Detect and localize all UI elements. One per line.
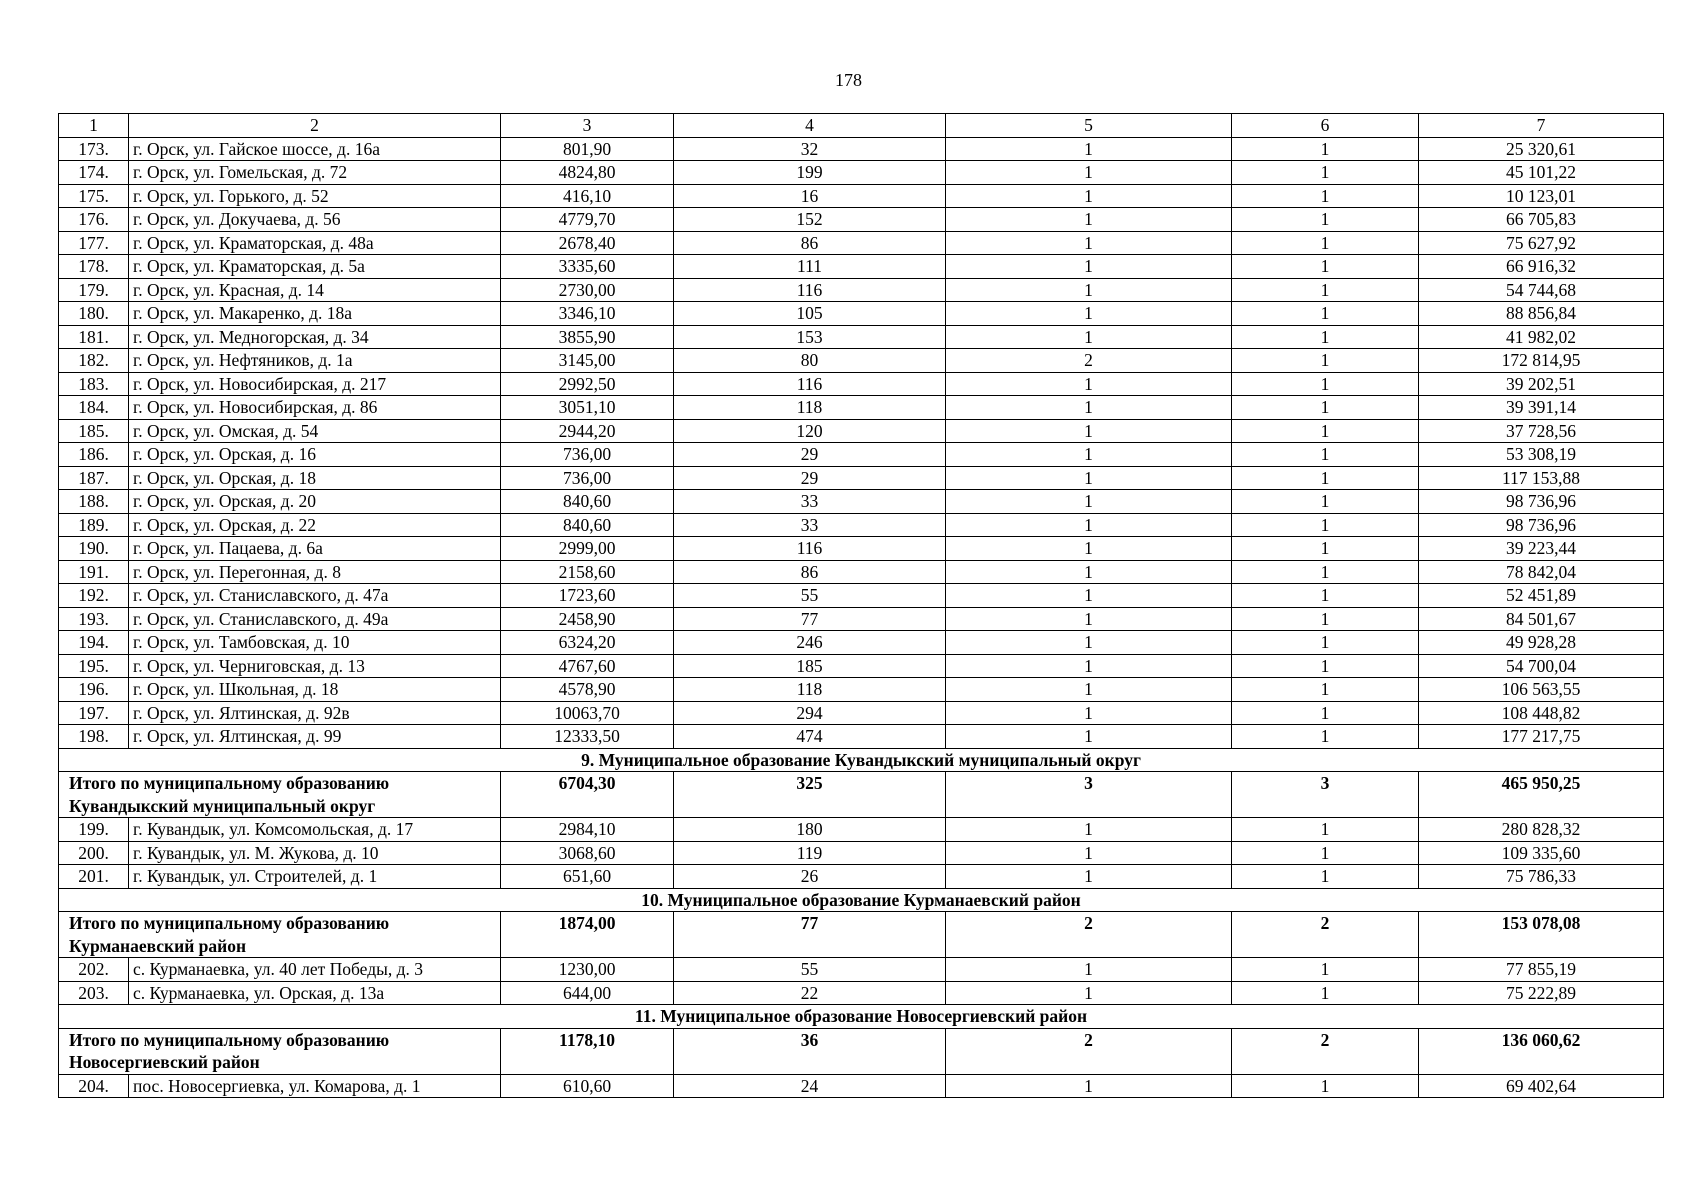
row-col-7: 25 320,61	[1419, 137, 1664, 161]
row-number: 181.	[59, 325, 129, 349]
row-address: г. Орск, ул. Красная, д. 14	[129, 278, 501, 302]
row-number: 191.	[59, 560, 129, 584]
row-col-7: 98 736,96	[1419, 490, 1664, 514]
row-col-7: 84 501,67	[1419, 607, 1664, 631]
row-number: 180.	[59, 302, 129, 326]
row-col-4: 16	[674, 184, 946, 208]
row-col-5: 1	[946, 654, 1232, 678]
row-col-5: 1	[946, 255, 1232, 279]
table-row	[59, 701, 1664, 725]
row-col-5: 1	[946, 981, 1232, 1005]
row-col-3: 4779,70	[501, 208, 674, 232]
total-col-6: 2	[1232, 1028, 1419, 1074]
row-number: 197.	[59, 701, 129, 725]
row-col-7: 41 982,02	[1419, 325, 1664, 349]
row-col-6: 1	[1232, 841, 1419, 865]
row-number: 196.	[59, 678, 129, 702]
row-col-3: 644,00	[501, 981, 674, 1005]
table-row	[59, 466, 1664, 490]
row-address: г. Орск, ул. Школьная, д. 18	[129, 678, 501, 702]
table-row	[59, 302, 1664, 326]
row-number: 184.	[59, 396, 129, 420]
row-col-3: 736,00	[501, 466, 674, 490]
row-address: г. Орск, ул. Ялтинская, д. 99	[129, 725, 501, 749]
row-col-4: 55	[674, 958, 946, 982]
page-number: 178	[835, 70, 862, 90]
header-cell: 2	[129, 114, 501, 138]
row-col-7: 106 563,55	[1419, 678, 1664, 702]
row-col-5: 1	[946, 560, 1232, 584]
row-col-3: 2984,10	[501, 818, 674, 842]
table-row	[59, 560, 1664, 584]
row-col-6: 1	[1232, 325, 1419, 349]
total-col-3: 1874,00	[501, 912, 674, 958]
row-address: г. Орск, ул. Станиславского, д. 47а	[129, 584, 501, 608]
table-row	[59, 654, 1664, 678]
row-number: 187.	[59, 466, 129, 490]
row-col-3: 10063,70	[501, 701, 674, 725]
row-number: 183.	[59, 372, 129, 396]
row-address: пос. Новосергиевка, ул. Комарова, д. 1	[129, 1074, 501, 1098]
row-address: г. Орск, ул. Станиславского, д. 49а	[129, 607, 501, 631]
row-col-6: 1	[1232, 490, 1419, 514]
table-row	[59, 958, 1664, 982]
row-col-4: 152	[674, 208, 946, 232]
row-col-4: 199	[674, 161, 946, 185]
row-col-5: 1	[946, 701, 1232, 725]
row-col-5: 1	[946, 302, 1232, 326]
row-col-4: 32	[674, 137, 946, 161]
row-address: г. Орск, ул. Пацаева, д. 6а	[129, 537, 501, 561]
row-address: г. Орск, ул. Медногорская, д. 34	[129, 325, 501, 349]
row-col-4: 185	[674, 654, 946, 678]
row-col-7: 75 222,89	[1419, 981, 1664, 1005]
row-address: г. Кувандык, ул. Строителей, д. 1	[129, 865, 501, 889]
section-title: 10. Муниципальное образование Курманаевский район	[59, 888, 1664, 912]
row-col-3: 610,60	[501, 1074, 674, 1098]
row-col-6: 1	[1232, 278, 1419, 302]
row-address: г. Орск, ул. Орская, д. 22	[129, 513, 501, 537]
row-col-7: 49 928,28	[1419, 631, 1664, 655]
row-number: 192.	[59, 584, 129, 608]
row-col-4: 116	[674, 372, 946, 396]
data-table	[58, 113, 1664, 1098]
row-col-3: 651,60	[501, 865, 674, 889]
table-row	[59, 678, 1664, 702]
table-row	[59, 184, 1664, 208]
row-col-7: 54 744,68	[1419, 278, 1664, 302]
row-address: г. Орск, ул. Черниговская, д. 13	[129, 654, 501, 678]
table-row	[59, 490, 1664, 514]
row-col-3: 3051,10	[501, 396, 674, 420]
row-col-5: 1	[946, 865, 1232, 889]
table-row	[59, 208, 1664, 232]
row-col-6: 1	[1232, 981, 1419, 1005]
row-address: г. Орск, ул. Краматорская, д. 48а	[129, 231, 501, 255]
row-col-6: 1	[1232, 818, 1419, 842]
row-col-3: 2944,20	[501, 419, 674, 443]
row-col-7: 66 705,83	[1419, 208, 1664, 232]
row-col-5: 1	[946, 818, 1232, 842]
row-col-3: 4578,90	[501, 678, 674, 702]
table-row	[59, 349, 1664, 373]
row-col-3: 2992,50	[501, 372, 674, 396]
row-col-6: 1	[1232, 654, 1419, 678]
total-col-7: 136 060,62	[1419, 1028, 1664, 1074]
row-col-3: 801,90	[501, 137, 674, 161]
row-col-6: 1	[1232, 372, 1419, 396]
total-col-5: 3	[946, 772, 1232, 818]
row-number: 198.	[59, 725, 129, 749]
row-address: г. Орск, ул. Омская, д. 54	[129, 419, 501, 443]
row-address: г. Орск, ул. Гайское шоссе, д. 16а	[129, 137, 501, 161]
row-col-6: 1	[1232, 865, 1419, 889]
row-address: г. Орск, ул. Перегонная, д. 8	[129, 560, 501, 584]
row-col-5: 1	[946, 513, 1232, 537]
row-col-6: 1	[1232, 678, 1419, 702]
row-col-6: 1	[1232, 607, 1419, 631]
row-number: 176.	[59, 208, 129, 232]
row-address: г. Орск, ул. Тамбовская, д. 10	[129, 631, 501, 655]
row-col-7: 172 814,95	[1419, 349, 1664, 373]
total-col-4: 77	[674, 912, 946, 958]
total-col-5: 2	[946, 1028, 1232, 1074]
row-number: 186.	[59, 443, 129, 467]
row-col-6: 1	[1232, 584, 1419, 608]
total-col-3: 1178,10	[501, 1028, 674, 1074]
row-number: 188.	[59, 490, 129, 514]
row-col-6: 1	[1232, 161, 1419, 185]
row-col-6: 1	[1232, 1074, 1419, 1098]
row-col-7: 45 101,22	[1419, 161, 1664, 185]
row-address: г. Орск, ул. Орская, д. 18	[129, 466, 501, 490]
row-col-7: 39 202,51	[1419, 372, 1664, 396]
row-col-3: 3145,00	[501, 349, 674, 373]
row-number: 189.	[59, 513, 129, 537]
row-col-6: 1	[1232, 631, 1419, 655]
row-col-3: 416,10	[501, 184, 674, 208]
row-col-7: 98 736,96	[1419, 513, 1664, 537]
row-col-3: 3335,60	[501, 255, 674, 279]
row-col-4: 80	[674, 349, 946, 373]
row-number: 193.	[59, 607, 129, 631]
row-col-6: 1	[1232, 466, 1419, 490]
row-col-7: 88 856,84	[1419, 302, 1664, 326]
row-col-3: 3346,10	[501, 302, 674, 326]
row-col-3: 3855,90	[501, 325, 674, 349]
row-col-5: 1	[946, 466, 1232, 490]
row-col-5: 1	[946, 208, 1232, 232]
row-number: 204.	[59, 1074, 129, 1098]
row-col-3: 2158,60	[501, 560, 674, 584]
section-title-row	[59, 748, 1664, 772]
row-number: 190.	[59, 537, 129, 561]
row-number: 199.	[59, 818, 129, 842]
header-cell: 5	[946, 114, 1232, 138]
row-col-4: 246	[674, 631, 946, 655]
row-col-3: 6324,20	[501, 631, 674, 655]
header-row	[59, 114, 1664, 138]
row-col-4: 24	[674, 1074, 946, 1098]
total-label: Итого по муниципальному образованию Новосергиевский район	[59, 1028, 501, 1074]
row-col-6: 1	[1232, 231, 1419, 255]
row-number: 178.	[59, 255, 129, 279]
header-cell: 4	[674, 114, 946, 138]
row-col-3: 2678,40	[501, 231, 674, 255]
row-number: 179.	[59, 278, 129, 302]
row-col-6: 1	[1232, 560, 1419, 584]
total-col-7: 153 078,08	[1419, 912, 1664, 958]
row-col-7: 39 391,14	[1419, 396, 1664, 420]
row-col-3: 2458,90	[501, 607, 674, 631]
row-address: г. Орск, ул. Новосибирская, д. 86	[129, 396, 501, 420]
row-col-7: 117 153,88	[1419, 466, 1664, 490]
table-row	[59, 865, 1664, 889]
row-address: г. Орск, ул. Орская, д. 16	[129, 443, 501, 467]
row-col-7: 280 828,32	[1419, 818, 1664, 842]
row-address: г. Орск, ул. Новосибирская, д. 217	[129, 372, 501, 396]
row-col-5: 1	[946, 841, 1232, 865]
row-number: 182.	[59, 349, 129, 373]
table-row	[59, 981, 1664, 1005]
row-col-6: 1	[1232, 419, 1419, 443]
row-col-5: 1	[946, 584, 1232, 608]
row-col-3: 4824,80	[501, 161, 674, 185]
row-col-4: 118	[674, 396, 946, 420]
row-col-4: 29	[674, 466, 946, 490]
row-address: г. Орск, ул. Макаренко, д. 18а	[129, 302, 501, 326]
row-col-4: 116	[674, 537, 946, 561]
row-col-5: 1	[946, 184, 1232, 208]
total-col-5: 2	[946, 912, 1232, 958]
row-col-4: 29	[674, 443, 946, 467]
table-row	[59, 278, 1664, 302]
row-col-6: 1	[1232, 443, 1419, 467]
row-col-5: 1	[946, 325, 1232, 349]
row-col-4: 153	[674, 325, 946, 349]
row-col-5: 1	[946, 396, 1232, 420]
row-number: 185.	[59, 419, 129, 443]
row-address: г. Орск, ул. Краматорская, д. 5а	[129, 255, 501, 279]
row-col-4: 55	[674, 584, 946, 608]
row-col-5: 1	[946, 537, 1232, 561]
section-title-row	[59, 888, 1664, 912]
section-title: 9. Муниципальное образование Кувандыкский муниципальный округ	[59, 748, 1664, 772]
row-col-7: 53 308,19	[1419, 443, 1664, 467]
section-title-row	[59, 1005, 1664, 1029]
row-col-4: 119	[674, 841, 946, 865]
row-address: г. Кувандык, ул. М. Жукова, д. 10	[129, 841, 501, 865]
row-col-4: 86	[674, 560, 946, 584]
total-row	[59, 1028, 1664, 1074]
row-col-7: 109 335,60	[1419, 841, 1664, 865]
total-col-7: 465 950,25	[1419, 772, 1664, 818]
table-row	[59, 372, 1664, 396]
header-cell: 3	[501, 114, 674, 138]
row-address: г. Кувандык, ул. Комсомольская, д. 17	[129, 818, 501, 842]
row-col-7: 39 223,44	[1419, 537, 1664, 561]
total-col-4: 36	[674, 1028, 946, 1074]
table-row	[59, 584, 1664, 608]
row-col-5: 1	[946, 1074, 1232, 1098]
row-col-4: 26	[674, 865, 946, 889]
row-col-6: 1	[1232, 137, 1419, 161]
table-row	[59, 725, 1664, 749]
row-col-4: 116	[674, 278, 946, 302]
header-cell: 7	[1419, 114, 1664, 138]
row-address: с. Курманаевка, ул. Орская, д. 13а	[129, 981, 501, 1005]
row-col-7: 75 786,33	[1419, 865, 1664, 889]
row-col-5: 1	[946, 958, 1232, 982]
row-col-7: 52 451,89	[1419, 584, 1664, 608]
row-col-6: 1	[1232, 958, 1419, 982]
row-col-5: 1	[946, 137, 1232, 161]
row-number: 177.	[59, 231, 129, 255]
total-row	[59, 772, 1664, 818]
row-col-3: 4767,60	[501, 654, 674, 678]
row-col-7: 78 842,04	[1419, 560, 1664, 584]
row-address: г. Орск, ул. Нефтяников, д. 1а	[129, 349, 501, 373]
row-col-5: 1	[946, 678, 1232, 702]
row-number: 194.	[59, 631, 129, 655]
row-col-5: 1	[946, 161, 1232, 185]
row-col-6: 1	[1232, 349, 1419, 373]
row-col-6: 1	[1232, 302, 1419, 326]
row-number: 202.	[59, 958, 129, 982]
row-col-7: 177 217,75	[1419, 725, 1664, 749]
row-col-7: 75 627,92	[1419, 231, 1664, 255]
row-col-5: 1	[946, 419, 1232, 443]
table-row	[59, 818, 1664, 842]
table-row	[59, 631, 1664, 655]
row-col-3: 840,60	[501, 513, 674, 537]
table-row	[59, 255, 1664, 279]
total-label: Итого по муниципальному образованию Курманаевский район	[59, 912, 501, 958]
table-row	[59, 841, 1664, 865]
row-col-4: 120	[674, 419, 946, 443]
row-col-4: 105	[674, 302, 946, 326]
total-col-6: 2	[1232, 912, 1419, 958]
row-col-5: 2	[946, 349, 1232, 373]
header-cell: 6	[1232, 114, 1419, 138]
row-col-4: 474	[674, 725, 946, 749]
table-row	[59, 161, 1664, 185]
row-col-3: 2730,00	[501, 278, 674, 302]
table-row	[59, 325, 1664, 349]
row-col-6: 1	[1232, 255, 1419, 279]
row-col-3: 736,00	[501, 443, 674, 467]
row-col-5: 1	[946, 278, 1232, 302]
row-col-5: 1	[946, 607, 1232, 631]
row-col-3: 2999,00	[501, 537, 674, 561]
row-address: с. Курманаевка, ул. 40 лет Победы, д. 3	[129, 958, 501, 982]
row-address: г. Орск, ул. Ялтинская, д. 92в	[129, 701, 501, 725]
row-col-4: 86	[674, 231, 946, 255]
row-col-6: 1	[1232, 701, 1419, 725]
row-col-4: 33	[674, 490, 946, 514]
row-number: 175.	[59, 184, 129, 208]
row-col-7: 66 916,32	[1419, 255, 1664, 279]
row-col-6: 1	[1232, 208, 1419, 232]
row-col-4: 22	[674, 981, 946, 1005]
row-col-3: 1230,00	[501, 958, 674, 982]
table-row	[59, 513, 1664, 537]
row-number: 173.	[59, 137, 129, 161]
row-address: г. Орск, ул. Гомельская, д. 72	[129, 161, 501, 185]
table-row	[59, 443, 1664, 467]
section-title: 11. Муниципальное образование Новосергиевский район	[59, 1005, 1664, 1029]
total-col-4: 325	[674, 772, 946, 818]
row-col-6: 1	[1232, 725, 1419, 749]
total-col-6: 3	[1232, 772, 1419, 818]
row-col-4: 111	[674, 255, 946, 279]
total-col-3: 6704,30	[501, 772, 674, 818]
table-row	[59, 396, 1664, 420]
row-col-5: 1	[946, 631, 1232, 655]
row-col-3: 1723,60	[501, 584, 674, 608]
header-cell: 1	[59, 114, 129, 138]
row-col-5: 1	[946, 231, 1232, 255]
row-col-5: 1	[946, 372, 1232, 396]
row-col-4: 294	[674, 701, 946, 725]
row-col-7: 10 123,01	[1419, 184, 1664, 208]
row-address: г. Орск, ул. Горького, д. 52	[129, 184, 501, 208]
row-col-7: 69 402,64	[1419, 1074, 1664, 1098]
row-number: 174.	[59, 161, 129, 185]
row-col-7: 54 700,04	[1419, 654, 1664, 678]
row-col-5: 1	[946, 725, 1232, 749]
table-row	[59, 137, 1664, 161]
total-label: Итого по муниципальному образованию Кувандыкский муниципальный округ	[59, 772, 501, 818]
table-body	[59, 114, 1664, 1098]
row-col-7: 77 855,19	[1419, 958, 1664, 982]
table-row	[59, 1074, 1664, 1098]
row-address: г. Орск, ул. Докучаева, д. 56	[129, 208, 501, 232]
table-row	[59, 607, 1664, 631]
row-col-7: 108 448,82	[1419, 701, 1664, 725]
row-number: 201.	[59, 865, 129, 889]
row-col-6: 1	[1232, 184, 1419, 208]
row-col-4: 118	[674, 678, 946, 702]
row-col-6: 1	[1232, 537, 1419, 561]
total-row	[59, 912, 1664, 958]
row-col-3: 12333,50	[501, 725, 674, 749]
row-number: 203.	[59, 981, 129, 1005]
row-number: 200.	[59, 841, 129, 865]
row-number: 195.	[59, 654, 129, 678]
table-row	[59, 231, 1664, 255]
row-col-4: 33	[674, 513, 946, 537]
row-col-3: 840,60	[501, 490, 674, 514]
table-row	[59, 537, 1664, 561]
row-col-4: 77	[674, 607, 946, 631]
row-col-3: 3068,60	[501, 841, 674, 865]
row-col-6: 1	[1232, 513, 1419, 537]
row-col-7: 37 728,56	[1419, 419, 1664, 443]
row-col-6: 1	[1232, 396, 1419, 420]
row-col-5: 1	[946, 490, 1232, 514]
row-col-4: 180	[674, 818, 946, 842]
table-row	[59, 419, 1664, 443]
row-col-5: 1	[946, 443, 1232, 467]
row-address: г. Орск, ул. Орская, д. 20	[129, 490, 501, 514]
